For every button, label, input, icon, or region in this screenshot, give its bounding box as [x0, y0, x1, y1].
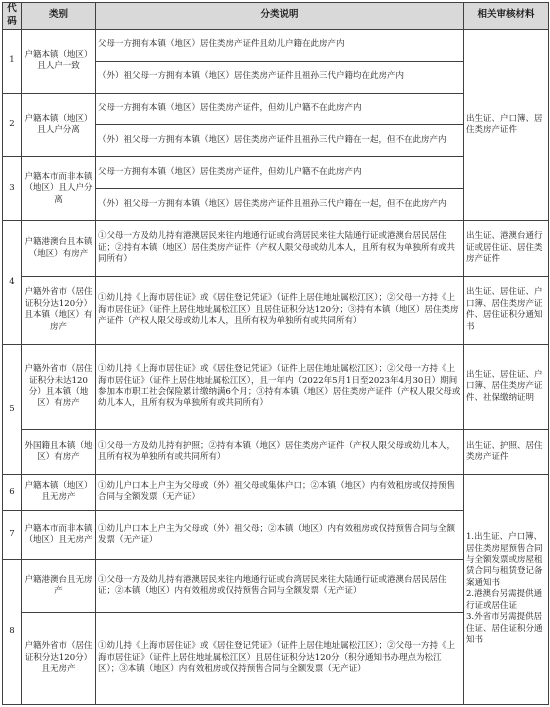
row-description: ①幼儿户口本上户主为父母或（外）祖父母或集体户口；②本镇（地区）内有效租房或仅持预售合同与全额发票（无产证） — [96, 474, 464, 510]
row-category: 户籍外省市（居住证积分达120分）且无房产 — [22, 613, 96, 705]
row-materials: 出生证、港澳台通行证或居住证、居住类房产证件 — [464, 221, 549, 276]
row-category: 户籍港澳台且无房产 — [22, 560, 96, 613]
row-description: ①父母一方及幼儿持有港澳居民来往内地通行证或台湾居民来往大陆通行证或港澳台居民居住证；②本镇（地区）内有效租房或仅持预售合同与全额发票（无产证） — [96, 560, 464, 613]
row-description: 父母一方拥有本镇（地区）居住类房产证件，但幼儿户籍不在此房产内 — [96, 93, 464, 125]
table-row — [3, 276, 549, 344]
row-code: 7 — [3, 511, 22, 560]
header-code: 代码 — [3, 3, 22, 30]
materials-cell-rows-1-3: 出生证、户口簿、居住类房产证件 — [464, 29, 549, 221]
enrollment-category-table — [2, 2, 549, 705]
row-materials: 出生证、居住证、户口簿、居住类房产证件、居住证积分通知书 — [464, 276, 549, 344]
materials-cell-rows-6-8: 1.出生证、户口簿、居住类房屋预售合同与全额发票或房屋租赁合同与租赁登记备案通知书 2.港澳台另需提供通行证或居住证 3.外省市另需提供居住证、居住证积分通知书 — [464, 474, 549, 704]
row-description: ①幼儿持《上海市居住证》或《居住登记凭证》（证件上居住地址属松江区）；②父母一方持《上海市居住证》（证件上居住地址属松江区）且居住证积分达120分；③持有本镇（地区）居住类房产证件（产权人限父母或幼儿本人，且所有权为单独所有或共同所有） — [96, 276, 464, 344]
row-materials: 出生证、护照、居住类房产证件 — [464, 430, 549, 475]
row-category: 户籍外省市（居住证积分达120分）且本镇（地区）有房产 — [22, 276, 96, 344]
row-materials: 出生证、居住证、户口簿、居住类房产证件、社保缴纳证明 — [464, 344, 549, 429]
row-description: ①幼儿户口本上户主为父母或（外）祖父母；②本镇（地区）内有效租房或仅持预售合同与全额发票（无产证） — [96, 511, 464, 560]
header-materials: 相关审核材料 — [464, 3, 549, 30]
row-category: 户籍外省市（居住证积分未达120分）且本镇（地区）有房产 — [22, 344, 96, 429]
table-row — [3, 430, 549, 475]
row-code: 5 — [3, 344, 22, 474]
row-code: 2 — [3, 93, 22, 157]
header-category: 类别 — [22, 3, 96, 30]
row-description: 父母一方拥有本镇（地区）居住类房产证件，但幼儿户籍不在此房产内 — [96, 157, 464, 189]
table-row — [3, 221, 549, 276]
row-code: 3 — [3, 157, 22, 221]
row-category: 户籍本市而非本镇（地区）且人户分离 — [22, 157, 96, 221]
row-description: （外）祖父母一方拥有本镇（地区）居住类房产证件且祖孙三代户籍在一起，但不在此房产内 — [96, 189, 464, 221]
row-code: 6 — [3, 474, 22, 510]
row-category: 外国籍且本镇（地区）有房产 — [22, 430, 96, 475]
row-description: ①幼儿持《上海市居住证》或《居住登记凭证》（证件上居住地址属松江区）；②父母一方持《上海市居住证》（证件上居住地址属松江区）且居住证积分达120分（积分通知书办理点为松江区）；③本镇（地区）内有效租房或仅持预售合同与全额发票（无产证） — [96, 613, 464, 705]
row-description: （外）祖父母一方拥有本镇（地区）居住类房产证件且祖孙三代户籍均在此房产内 — [96, 61, 464, 93]
row-code: 8 — [3, 560, 22, 705]
row-category: 户籍港澳台且本镇（地区）有房产 — [22, 221, 96, 276]
table-row — [3, 344, 549, 429]
table-row — [3, 29, 549, 61]
row-category: 户籍本镇（地区）且人户分离 — [22, 93, 96, 157]
row-code: 4 — [3, 221, 22, 345]
row-description: ①父母一方及幼儿持有护照；②持有本镇（地区）居住类房产证件（产权人限父母或幼儿本人，且所有权为单独所有或共同所有） — [96, 430, 464, 475]
row-category: 户籍本市而非本镇（地区）且无房产 — [22, 511, 96, 560]
row-category: 户籍本镇（地区）且人户一致 — [22, 29, 96, 93]
row-code: 1 — [3, 29, 22, 93]
table-row — [3, 474, 549, 510]
table-header-row — [3, 3, 549, 30]
row-description: ①幼儿持《上海市居住证》或《居住登记凭证》（证件上居住地址属松江区）；②父母一方持《上海市居住证》（证件上居住地址属松江区），且一年内（2022年5月1日至2023年4月30日）期间参加本市职工社会保险累计缴纳满6个月；③持有本镇（地区）居住类房产证件（产权人限父母或幼儿本人，且所有权为单独所有或共同所有） — [96, 344, 464, 429]
header-description: 分类说明 — [96, 3, 464, 30]
row-description: ①父母一方及幼儿持有港澳居民来往内地通行证或台湾居民来往大陆通行证或港澳台居民居住证；②持有本镇（地区）居住类房产证件（产权人限父母或幼儿本人，且所有权为单独所有或共同所有） — [96, 221, 464, 276]
row-category: 户籍本镇（地区）且无房产 — [22, 474, 96, 510]
row-description: 父母一方拥有本镇（地区）居住类房产证件且幼儿户籍在此房产内 — [96, 29, 464, 61]
row-description: （外）祖父母一方拥有本镇（地区）居住类房产证件且祖孙三代户籍在一起，但不在此房产内 — [96, 125, 464, 157]
